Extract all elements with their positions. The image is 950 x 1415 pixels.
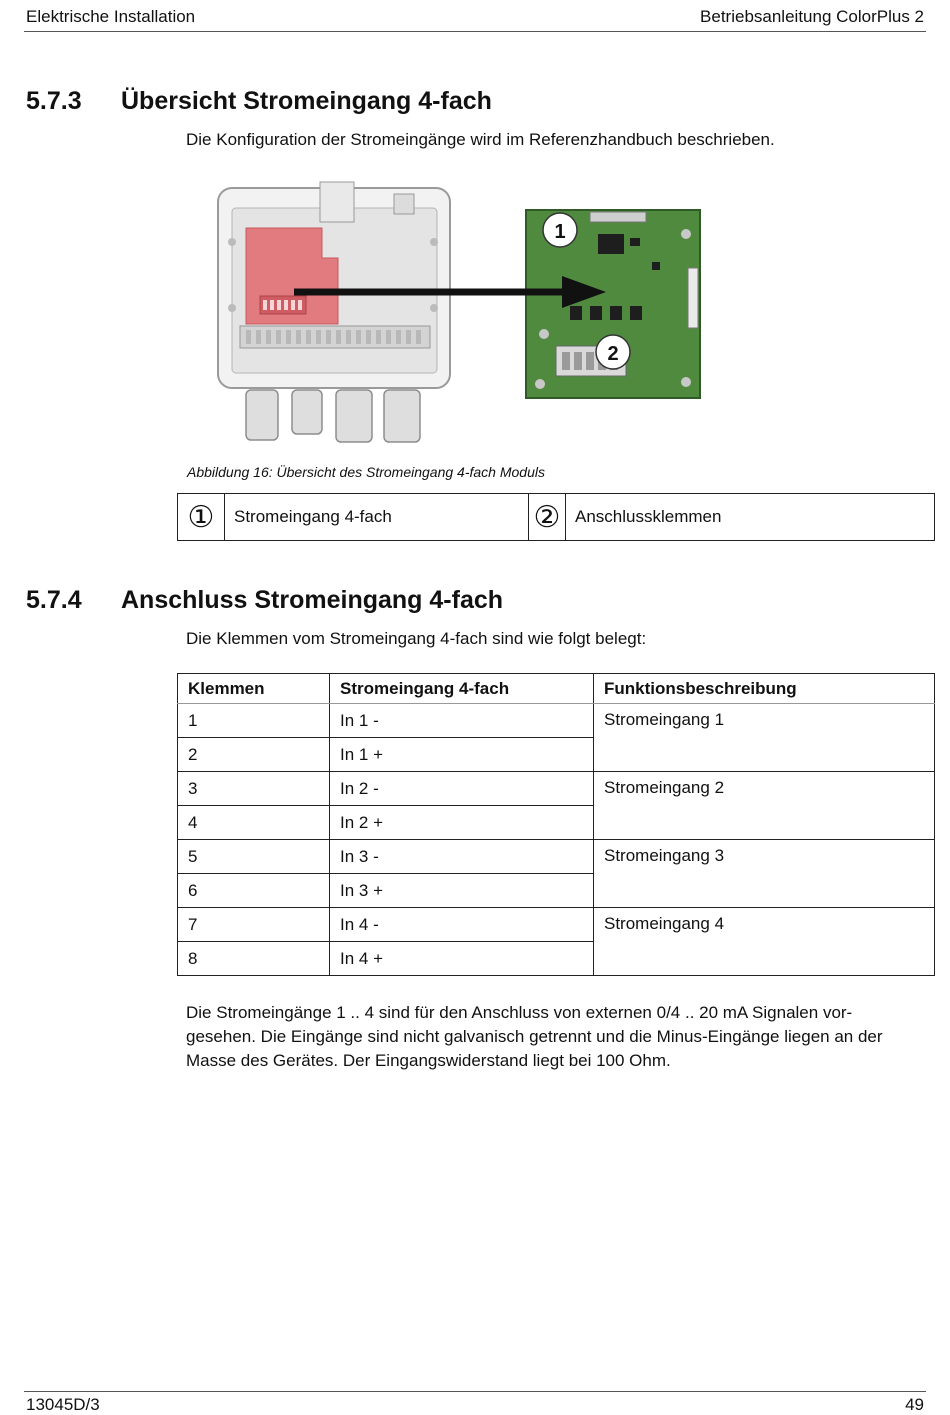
legend-symbol-2: ② xyxy=(529,494,566,541)
terminal-signal: In 4 + xyxy=(330,942,594,976)
column-header: Klemmen xyxy=(178,674,330,704)
table-row xyxy=(178,704,935,738)
terminal-number: 4 xyxy=(178,806,330,840)
header-right: Betriebsanleitung ColorPlus 2 xyxy=(700,7,924,26)
terminal-number: 7 xyxy=(178,908,330,942)
section-heading-overview xyxy=(26,87,492,116)
terminal-number: 6 xyxy=(178,874,330,908)
table-header-row xyxy=(178,674,935,704)
overview-intro: Die Konfiguration der Stromeingänge wird im Referenzhandbuch beschrieben. xyxy=(186,130,775,149)
closing-line: gesehen. Die Eingänge sind nicht galvanisch getrennt und die Minus-Eingänge liegen an der xyxy=(186,1027,883,1046)
legend-label-2: Anschlussklemmen xyxy=(566,494,935,541)
housing-clip xyxy=(320,182,354,222)
footer-divider xyxy=(24,1391,926,1392)
terminal-signal: In 3 - xyxy=(330,840,594,874)
terminal-signal: In 2 + xyxy=(330,806,594,840)
terminal-function: Stromeingang 4 xyxy=(594,908,935,976)
legend-symbol-1: ① xyxy=(178,494,225,541)
column-header: Funktionsbeschreibung xyxy=(594,674,935,704)
terminal-number: 8 xyxy=(178,942,330,976)
module-illustration xyxy=(210,178,710,448)
table-row xyxy=(178,908,935,942)
page-number: 49 xyxy=(905,1395,924,1414)
section-number: 5.7.3 xyxy=(26,87,82,115)
document-number: 13045D/3 xyxy=(26,1395,100,1414)
terminal-assignment-table xyxy=(177,673,935,976)
section-title: Übersicht Stromeingang 4-fach xyxy=(121,87,492,115)
table-row xyxy=(178,840,935,874)
terminal-signal: In 1 - xyxy=(330,704,594,738)
closing-line: Masse des Gerätes. Der Eingangswiderstand liegt bei 100 Ohm. xyxy=(186,1051,671,1070)
section-number: 5.7.4 xyxy=(26,586,82,614)
connection-intro: Die Klemmen vom Stromeingang 4-fach sind wie folgt belegt: xyxy=(186,629,647,648)
terminal-signal: In 4 - xyxy=(330,908,594,942)
section-heading-connection xyxy=(26,586,503,615)
terminal-function: Stromeingang 1 xyxy=(594,704,935,772)
housing-latch xyxy=(394,194,414,214)
closing-line: Die Stromeingänge 1 .. 4 sind für den Anschluss von externen 0/4 .. 20 mA Signalen vor- xyxy=(186,1003,853,1022)
terminal-number: 1 xyxy=(178,704,330,738)
terminal-number: 5 xyxy=(178,840,330,874)
table-row xyxy=(178,772,935,806)
cable-glands xyxy=(246,390,420,442)
legend-label-1: Stromeingang 4-fach xyxy=(225,494,529,541)
section-title: Anschluss Stromeingang 4-fach xyxy=(121,586,504,614)
header-left: Elektrische Installation xyxy=(26,7,196,26)
closing-paragraph xyxy=(186,1001,883,1073)
column-header: Stromeingang 4-fach xyxy=(330,674,594,704)
terminal-number: 2 xyxy=(178,738,330,772)
figure-legend-table xyxy=(177,493,935,541)
terminal-signal: In 3 + xyxy=(330,874,594,908)
terminal-signal: In 1 + xyxy=(330,738,594,772)
board-connector-top xyxy=(590,212,646,222)
terminal-function: Stromeingang 2 xyxy=(594,772,935,840)
figure-caption: Abbildung 16: Übersicht des Stromeingang 4-fach Moduls xyxy=(187,464,545,480)
module-overview-figure xyxy=(210,178,710,448)
terminal-function: Stromeingang 3 xyxy=(594,840,935,908)
callout-2-label: 2 xyxy=(607,343,619,365)
terminal-signal: In 2 - xyxy=(330,772,594,806)
terminal-number: 3 xyxy=(178,772,330,806)
header-divider xyxy=(24,31,926,32)
callout-1-label: 1 xyxy=(554,221,566,243)
